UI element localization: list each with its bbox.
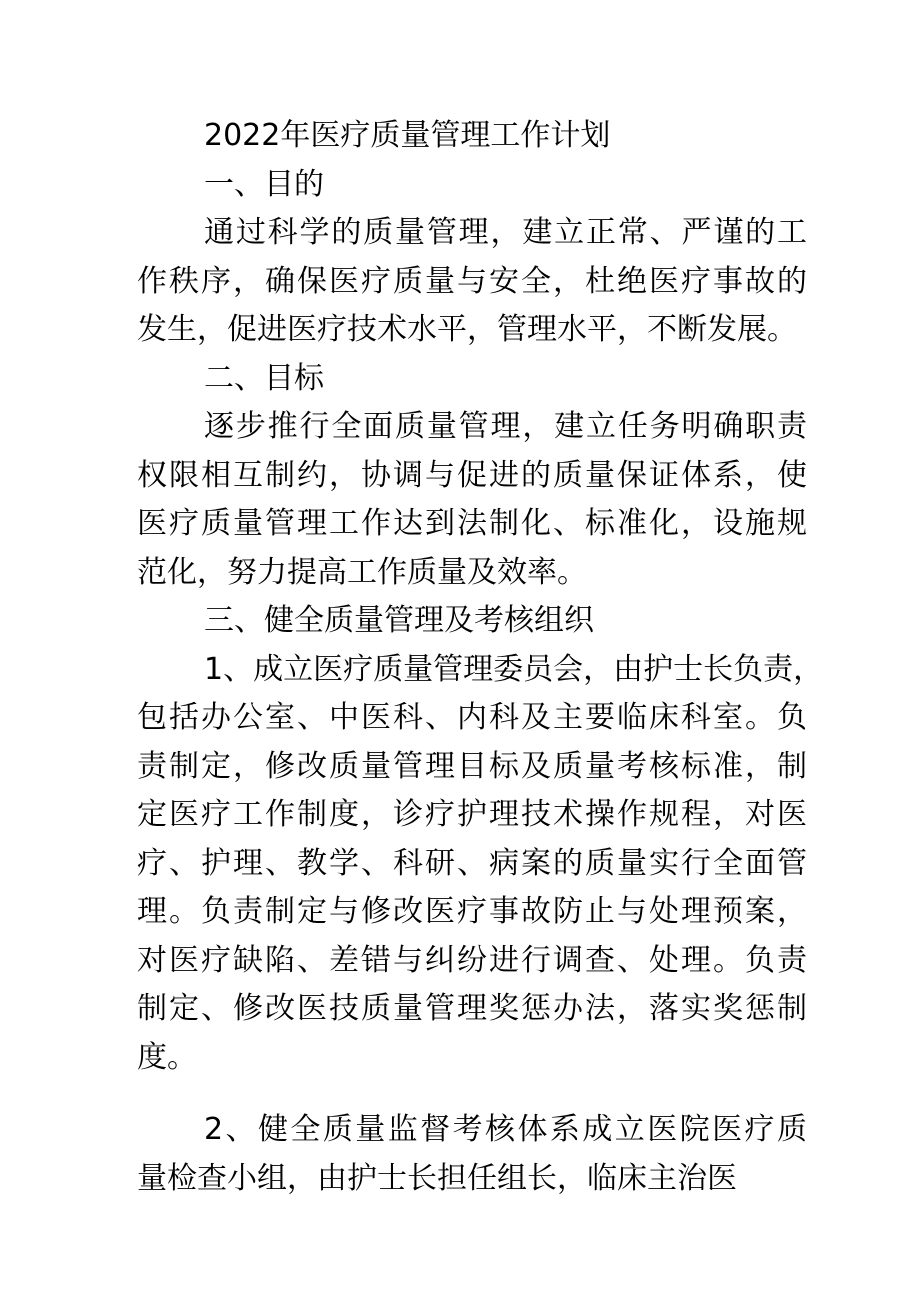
paragraph-line: 范化，努力提高工作质量及效率。	[137, 554, 587, 590]
paragraph-line: 逐步推行全面质量管理，建立任务明确职责	[204, 409, 807, 444]
paragraph-line: 制定、修改医技质量管理奖惩办法，落实奖惩制	[137, 991, 807, 1026]
paragraph-line: 度。	[137, 1039, 197, 1075]
paragraph-line: 发生，促进医疗技术水平，管理水平，不断发展。	[137, 312, 797, 347]
paragraph-line: 对医疗缺陷、差错与纠纷进行调查、处理。负责	[137, 942, 807, 978]
paragraph-line: 理。负责制定与修改医疗事故防止与处理预案，	[137, 894, 807, 929]
paragraph-line: 通过科学的质量管理，建立正常、严谨的工	[204, 215, 807, 250]
paragraph-line: 责制定，修改质量管理目标及质量考核标准，制	[137, 748, 807, 784]
section-heading-purpose: 一、目的	[204, 166, 324, 202]
paragraph-gap	[137, 1082, 807, 1106]
paragraph-line: 包括办公室、中医科、内科及主要临床科室。负	[137, 700, 807, 735]
paragraph-line: 作秩序，确保医疗质量与安全，杜绝医疗事故的	[137, 263, 807, 299]
section-heading-organization: 三、健全质量管理及考核组织	[204, 603, 594, 638]
paragraph-line: 医疗质量管理工作达到法制化、标准化，设施规	[137, 506, 807, 541]
paragraph-line: 权限相互制约，协调与促进的质量保证体系，使	[137, 457, 807, 493]
paragraph-line: 量检查小组，由护士长担任组长，临床主治医	[137, 1160, 737, 1196]
paragraph-line: 2、健全质量监督考核体系成立医院医疗质	[204, 1112, 807, 1147]
section-heading-goal: 二、目标	[204, 360, 324, 396]
paragraph-line: 疗、护理、教学、科研、病案的质量实行全面管	[137, 845, 807, 881]
document-body	[137, 112, 824, 1203]
paragraph-line: 1、成立医疗质量管理委员会，由护士长负责，	[204, 651, 824, 687]
document-title: 2022年医疗质量管理工作计划	[204, 118, 611, 153]
paragraph-line: 定医疗工作制度，诊疗护理技术操作规程，对医	[137, 797, 807, 832]
